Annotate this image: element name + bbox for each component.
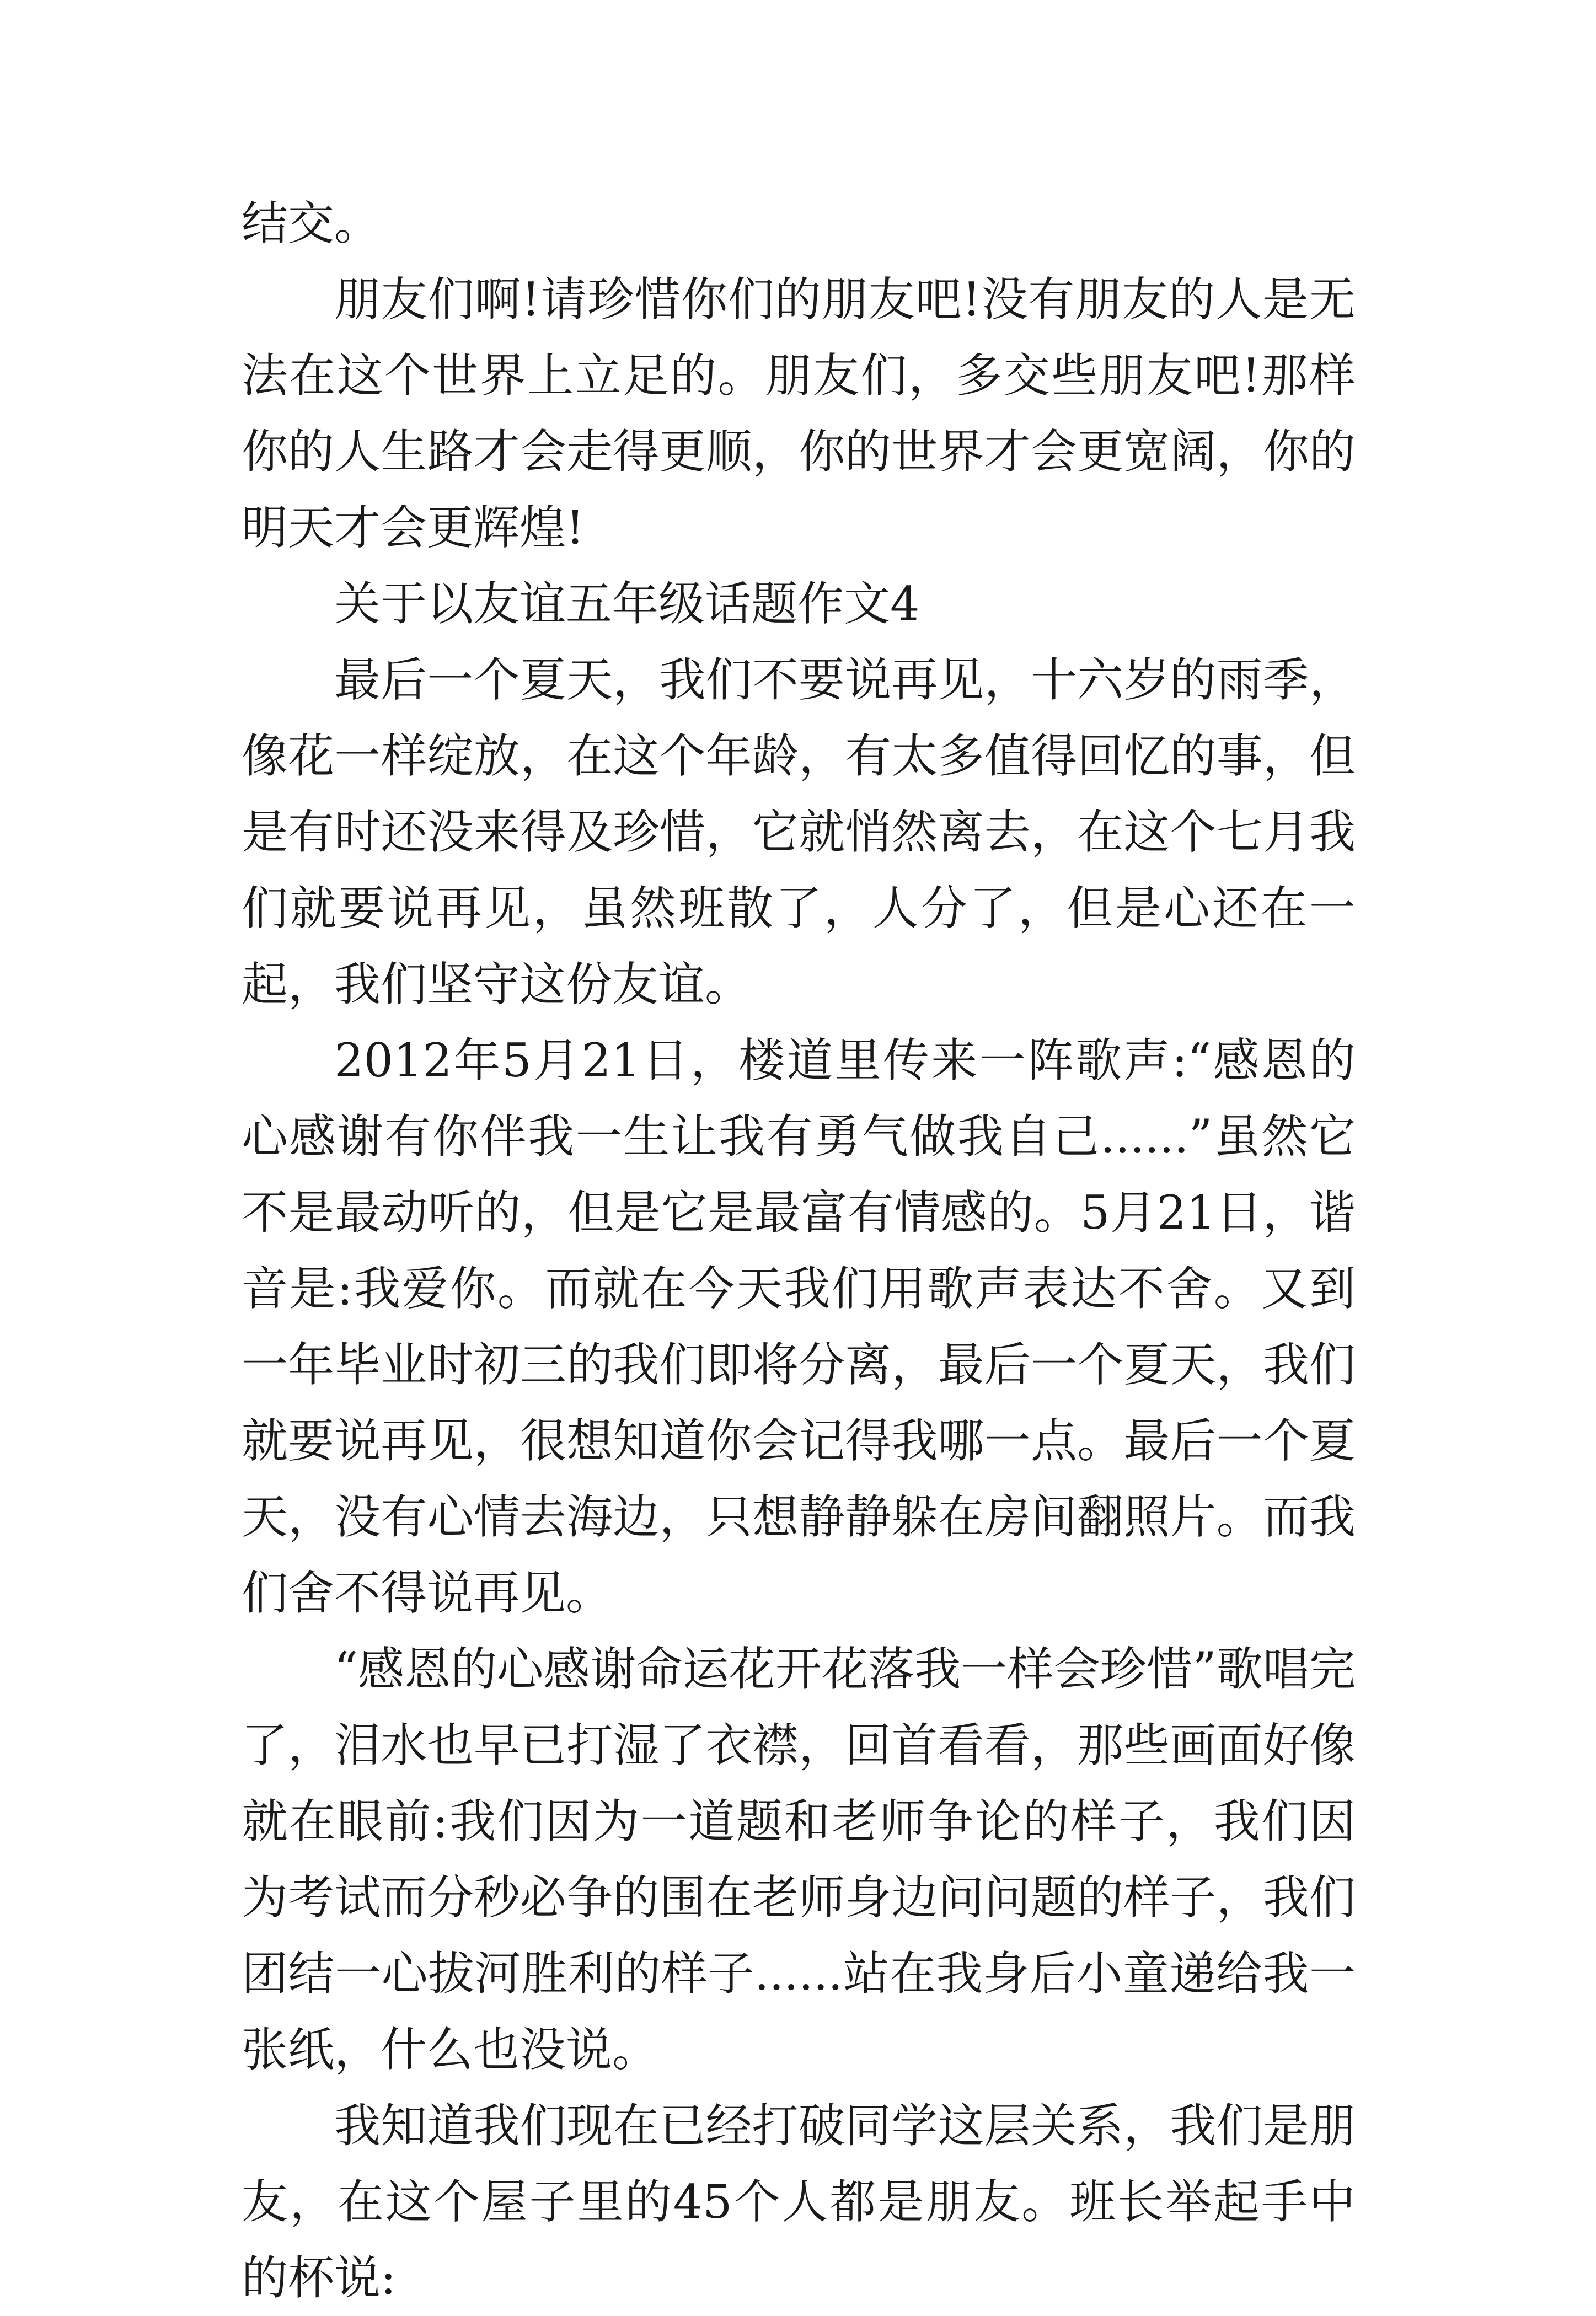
paragraph: 朋友们啊!请珍惜你们的朋友吧!没有朋友的人是无法在这个世界上立足的。朋友们，多交些朋友吧!那样你的人生路才会走得更顺，你的世界才会更宽阔，你的明天才会更辉煌! [242, 272, 1356, 555]
document-body [242, 185, 1356, 2316]
paragraph: “感恩的心感谢命运花开花落我一样会珍惜”歌唱完了，泪水也早已打湿了衣襟，回首看看，那些画面好像就在眼前:我们因为一道题和老师争论的样子，我们因为考试而分秒必争的围在老师身边问问题的样子，我们团结一心拔河胜利的样子......站在我身后小童递给我一张纸，什么也没说。 [242, 1642, 1356, 2077]
paragraph: 最后一个夏天，我们不要说再见，十六岁的雨季，像花一样绽放，在这个年龄，有太多值得回忆的事，但是有时还没来得及珍惜，它就悄然离去，在这个七月我们就要说再见，虽然班散了，人分了，但是心还在一起，我们坚守这份友谊。 [242, 653, 1356, 1011]
paragraph: 2012年5月21日，楼道里传来一阵歌声:“感恩的心感谢有你伴我一生让我有勇气做我自己......”虽然它不是最动听的，但是它是最富有情感的。5月21日，谐音是:我爱你。而就在今天我们用歌声表达不舍。又到一年毕业时初三的我们即将分离，最后一个夏天，我们就要说再见，很想知道你会记得我哪一点。最后一个夏天，没有心情去海边，只想静静躲在房间翻照片。而我们舍不得说再见。 [242, 1033, 1356, 1620]
paragraph: 结交。 [242, 196, 381, 250]
paragraph: 我知道我们现在已经打破同学这层关系，我们是朋友，在这个屋子里的45个人都是朋友。班长举起手中的杯说: [242, 2099, 1356, 2305]
essay-heading: 关于以友谊五年级话题作文4 [334, 577, 920, 631]
